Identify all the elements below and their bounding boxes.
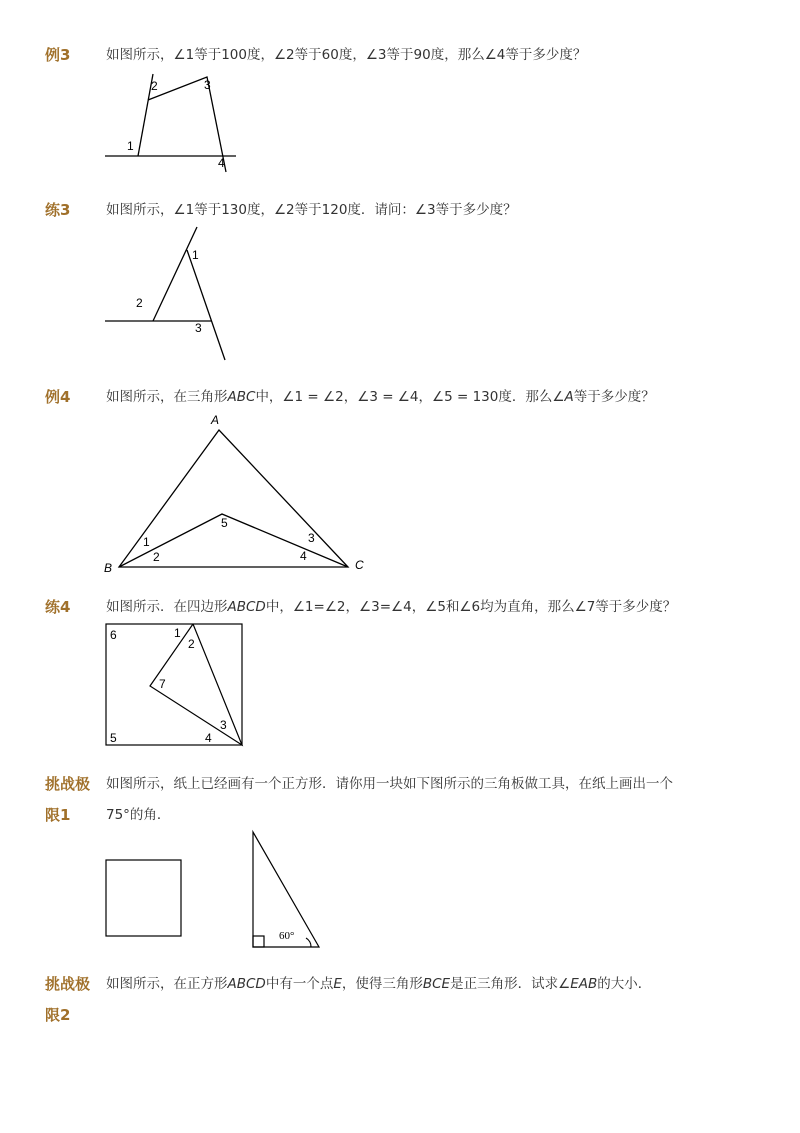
- example-3-tag: 例3: [45, 46, 71, 64]
- set-square-angle-label: 60°: [279, 930, 295, 942]
- ex3-angle-label-3: 3: [204, 78, 211, 92]
- ex4-angle-label-5: 5: [221, 516, 228, 530]
- challenge-1-question-line1: 如图所示，纸上已经画有一个正方形．请你用一块如下图所示的三角板做工具，在纸上画出一个: [106, 776, 673, 792]
- ex4-vertex-c: C: [355, 558, 364, 572]
- practice-4-question: 如图所示．在四边形ABCD中，∠1=∠2，∠3=∠4，∠5和∠6均为直角，那么∠7等于多少度？: [106, 599, 677, 615]
- ex3-angle-label-1: 1: [127, 139, 134, 153]
- ex4-angle-label-4: 4: [300, 549, 307, 563]
- practice-3-question: 如图所示，∠1等于130度，∠2等于120度．请问：∠3等于多少度？: [106, 202, 517, 218]
- pr4-angle-label-3: 3: [220, 718, 227, 732]
- practice-3-tag: 练3: [45, 201, 71, 219]
- ex4-angle-label-2: 2: [153, 550, 160, 564]
- square-shape: [106, 860, 181, 936]
- ex3-angle-label-4: 4: [218, 156, 225, 170]
- challenge-1-tag-line2: 限1: [45, 806, 71, 824]
- challenge-2-tag-line1: 挑战极: [45, 975, 91, 993]
- pr3-angle-label-2: 2: [136, 296, 143, 310]
- challenge-1-tag-line1: 挑战极: [45, 775, 91, 793]
- example-4-question: 如图所示，在三角形ABC中，∠1 = ∠2，∠3 = ∠4，∠5 = 130度．那么∠A等于多少度？: [106, 389, 655, 405]
- challenge-2-tag-line2: 限2: [45, 1006, 71, 1024]
- example-4-tag: 例4: [45, 388, 71, 406]
- ex4-angle-label-3: 3: [308, 531, 315, 545]
- pr4-angle-label-1: 1: [174, 626, 181, 640]
- pr4-angle-label-4: 4: [205, 731, 212, 745]
- ex4-vertex-b: B: [104, 561, 113, 575]
- ex3-angle-label-2: 2: [151, 79, 158, 93]
- ex4-angle-label-1: 1: [143, 535, 150, 549]
- example-3-question: 如图所示，∠1等于100度，∠2等于60度，∠3等于90度，那么∠4等于多少度？: [106, 47, 587, 63]
- pr4-angle-label-5: 5: [110, 731, 117, 745]
- pr4-angle-label-6: 6: [110, 628, 117, 642]
- ex4-vertex-a: A: [211, 413, 220, 427]
- pr3-angle-label-3: 3: [195, 321, 202, 335]
- pr3-angle-label-1: 1: [192, 248, 199, 262]
- practice-4-tag: 练4: [45, 598, 71, 616]
- pr4-angle-label-2: 2: [188, 637, 195, 651]
- challenge-2-question: 如图所示，在正方形ABCD中有一个点E，使得三角形BCE是正三角形．试求∠EAB的大小．: [106, 976, 652, 992]
- challenge-1-question-line2: 75°的角．: [106, 807, 171, 823]
- pr4-angle-label-7: 7: [159, 677, 166, 691]
